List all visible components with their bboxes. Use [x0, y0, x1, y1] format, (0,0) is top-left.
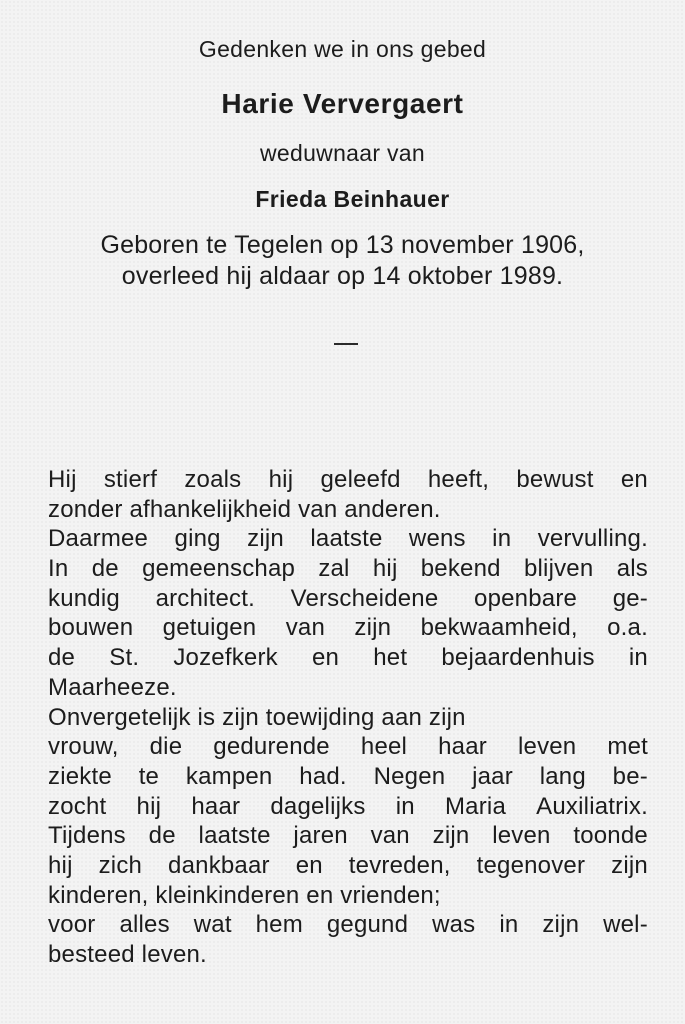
intro-text: Gedenken we in ons gebed [198, 36, 487, 62]
text-line: Maarheeze. [48, 673, 177, 701]
text-line: de St. Jozefkerk en het bejaardenhuis in [48, 644, 648, 672]
text-line: bouwen getuigen van zijn bekwaamheid, o.a. [48, 614, 648, 642]
text-line: ziekte te kampen had. Negen jaar lang be- [48, 762, 648, 790]
memorial-text [48, 465, 648, 970]
text-line: hij zich dankbaar en tevreden, tegenover zijn [48, 851, 648, 879]
life-dates [0, 230, 685, 292]
relation-text: weduwnaar van [259, 140, 425, 166]
deceased-name: Harie Ververgaert [221, 88, 464, 119]
text-line: Tijdens de laatste jaren van zijn leven toonde [48, 822, 648, 850]
text-line: kundig architect. Verscheidene openbare ge- [48, 584, 648, 612]
death-line: overleed hij aldaar op 14 oktober 1989. [121, 262, 564, 290]
text-line: Daarmee ging zijn laatste wens in vervulling. [48, 525, 648, 553]
separator-dash [334, 343, 358, 345]
text-line: besteed leven. [48, 941, 207, 968]
text-line: In de gemeenschap zal hij bekend blijven als [48, 555, 648, 583]
birth-line: Geboren te Tegelen op 13 november 1906, [100, 231, 585, 259]
text-line: zonder afhankelijkheid van anderen. [48, 495, 441, 523]
spouse-name: Frieda Beinhauer [255, 186, 450, 212]
text-line: Onvergetelijk is zijn toewijding aan zijn [48, 703, 466, 731]
text-line: Hij stierf zoals hij geleefd heeft, bewust en [48, 466, 648, 493]
text-line: kinderen, kleinkinderen en vrienden; [48, 881, 441, 909]
text-line: voor alles wat hem gegund was in zijn wel- [48, 911, 648, 939]
text-line: zocht hij haar dagelijks in Maria Auxiliatrix. [48, 792, 648, 820]
text-line: vrouw, die gedurende heel haar leven met [48, 733, 648, 761]
